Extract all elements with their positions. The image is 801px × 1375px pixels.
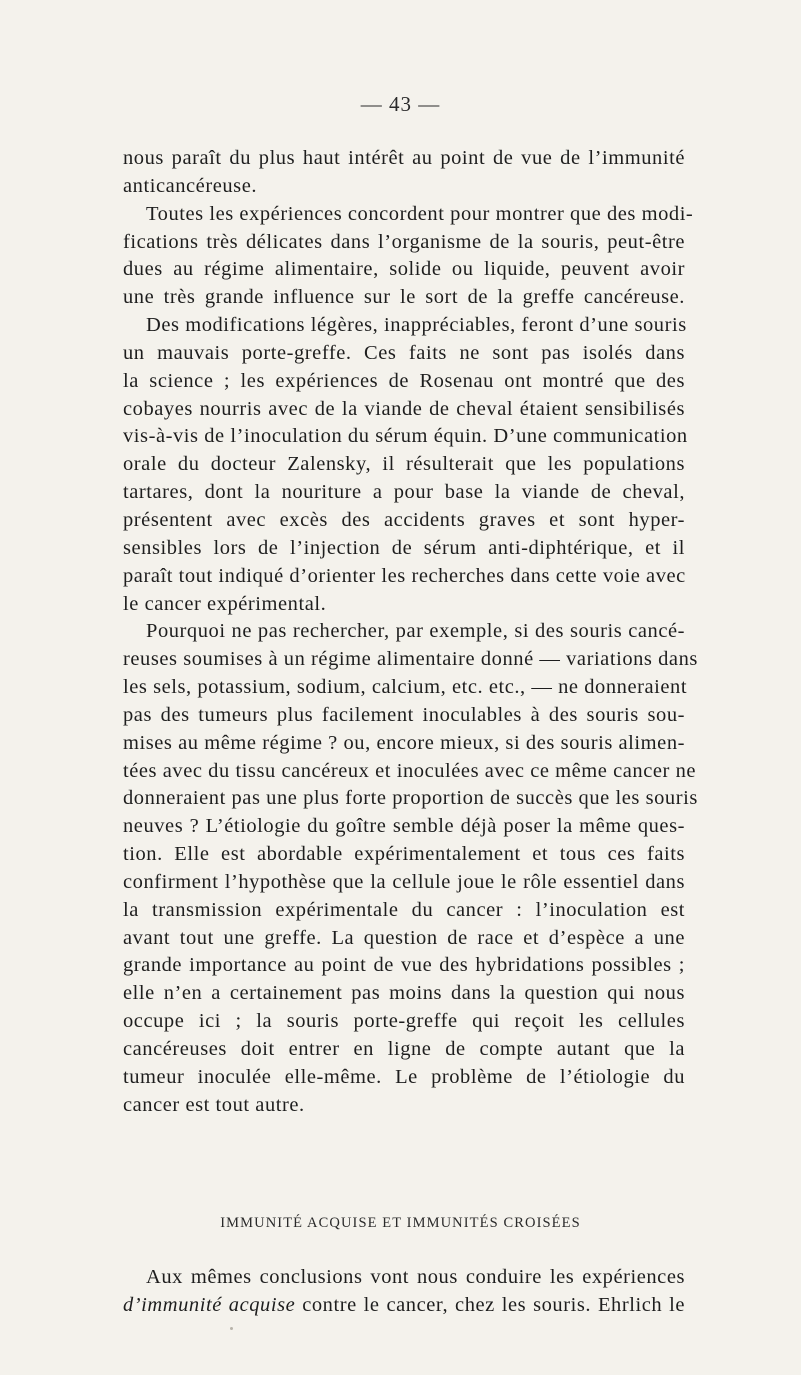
text-line: la science ; les expériences de Rosenau ont montré que des [123,369,685,392]
section-heading: IMMUNITÉ ACQUISE ET IMMUNITÉS CROISÉES [220,1215,581,1231]
text-line: dues au régime alimentaire, solide ou liquide, peuvent avoir [123,258,685,281]
text-line: Des modifications légères, inappréciables, feront d’une souris [146,314,687,337]
text-line: pas des tumeurs plus facilement inoculables à des souris sou- [123,703,685,726]
text-line: sensibles lors de l’injection de sérum anti-diphtérique, et il [123,536,685,559]
text-line: les sels, potassium, sodium, calcium, etc. etc., — ne donneraient [123,676,688,699]
text-line: Pourquoi ne pas rechercher, par exemple, si des souris cancé- [146,620,685,643]
text-line: vis-à-vis de l’inoculation du sérum équin. D’une communication [123,425,688,448]
print-speck [230,1327,233,1330]
text-line: tumeur inoculée elle-même. Le problème de l’étiologie du [123,1065,685,1088]
text-line: orale du docteur Zalensky, il résulterait que les populations [123,453,685,476]
text-line: tion. Elle est abordable expérimentalement et tous ces faits [123,843,685,866]
text-line: anticancéreuse. [123,174,258,197]
text-line: reuses soumises à un régime alimentaire donné — variations dans [123,648,698,671]
text-line: confirment l’hypothèse que la cellule joue le rôle essentiel dans [123,870,685,893]
text-line: la transmission expérimentale du cancer : l’inoculation est [123,898,685,921]
italic-phrase: d’immunité acquise [123,1293,296,1316]
text-line: elle n’en a certainement pas moins dans la question qui nous [123,982,685,1005]
page-number: — 43 — [360,92,441,116]
text-line: tartares, dont la nouriture a pour base la viande de cheval, [123,481,685,504]
text-line: un mauvais porte-greffe. Ces faits ne sont pas isolés dans [123,341,685,364]
text-line: Toutes les expériences concordent pour montrer que des modi- [146,202,694,225]
section-text [123,1264,685,1320]
text-line: mises au même régime ? ou, encore mieux, si des souris alimen- [123,731,685,754]
text-line: Aux mêmes conclusions vont nous conduire les expériences [146,1266,685,1288]
text-line: fications très délicates dans l’organisme de la souris, peut-être [123,230,685,253]
text-line [123,1292,685,1320]
text-line: grande importance au point de vue des hybridations possibles ; [123,954,685,977]
text-line: paraît tout indiqué d’orienter les recherches dans cette voie avec [123,564,686,587]
text-line: cancer est tout autre. [123,1093,305,1116]
text-line: une très grande influence sur le sort de la greffe cancéreuse. [123,286,685,309]
text-line: tées avec du tissu cancéreux et inoculées avec ce même cancer ne [123,759,697,782]
text-line: neuves ? L’étiologie du goître semble déjà poser la même ques- [123,815,685,838]
text-line: nous paraît du plus haut intérêt au point de vue de l’immunité [123,147,685,169]
text-line: cancéreuses doit entrer en ligne de compte autant que la [123,1038,685,1060]
text-line: présentent avec excès des accidents graves et sont hyper- [123,508,685,531]
text-fragment: contre le cancer, chez les souris. Ehrlich le [295,1293,685,1316]
text-line: avant tout une greffe. La question de race et d’espèce a une [123,926,685,949]
text-line: cobayes nourris avec de la viande de cheval étaient sensibilisés [123,397,685,420]
text-line: occupe ici ; la souris porte-greffe qui reçoit les cellules [123,1010,685,1033]
text-line: le cancer expérimental. [123,592,327,615]
text-line: donneraient pas une plus forte proportion de succès que les souris [123,787,698,810]
body-text [123,145,698,1120]
